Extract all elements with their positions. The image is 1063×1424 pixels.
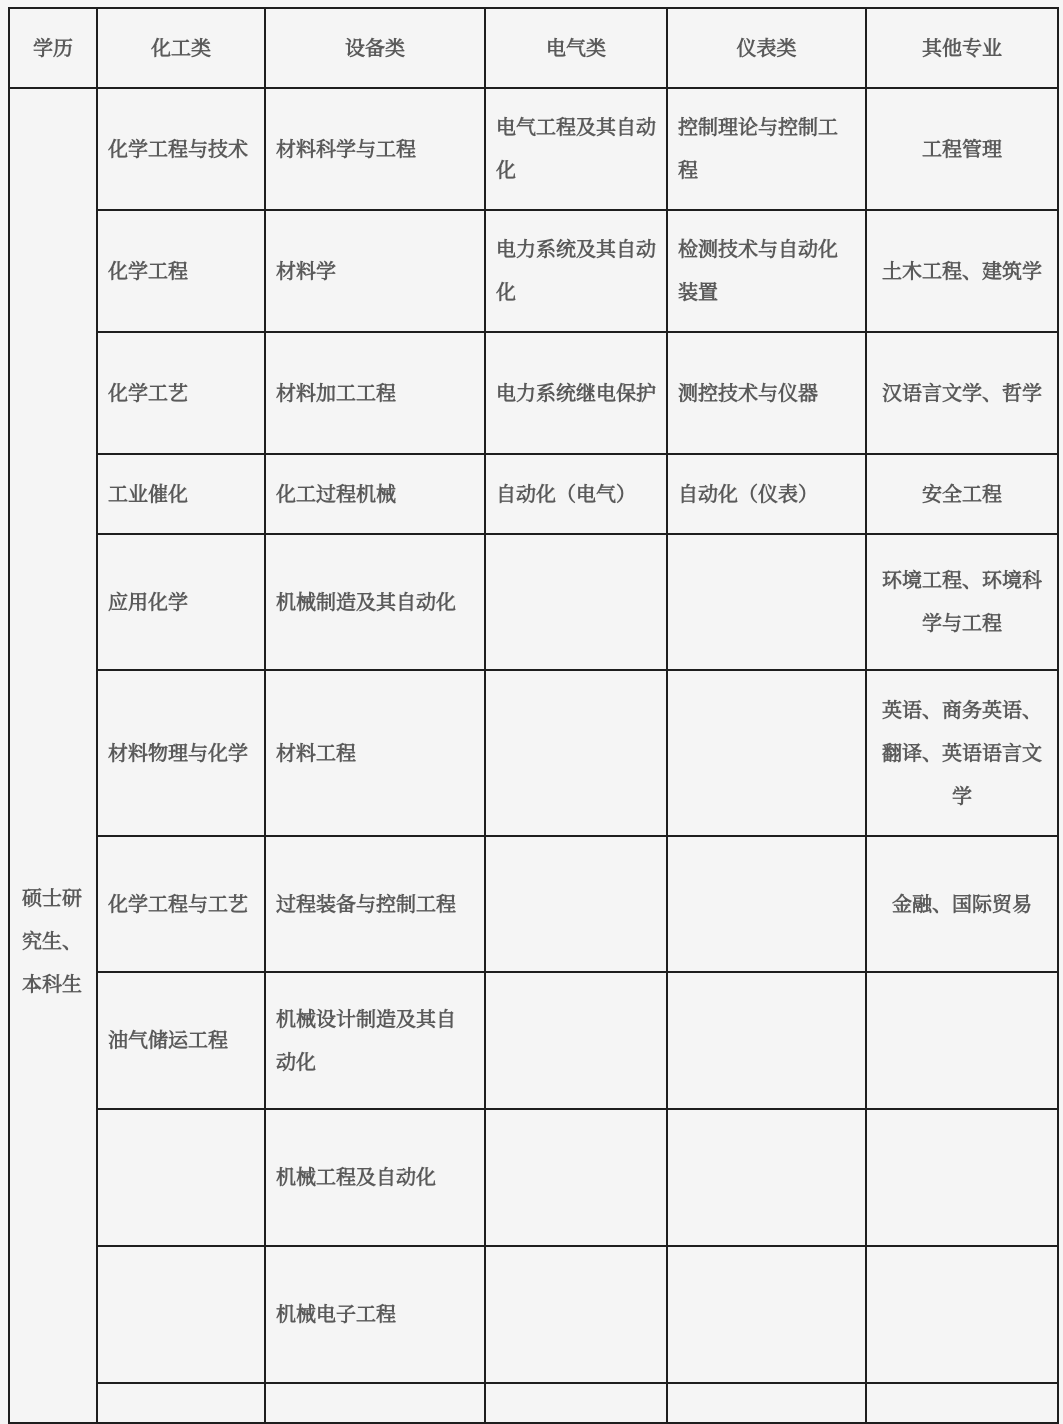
table-cell: 化学工程 bbox=[97, 210, 265, 332]
table-cell: 材料科学与工程 bbox=[265, 88, 485, 210]
table-cell: 控制理论与控制工程 bbox=[667, 88, 866, 210]
table-cell bbox=[667, 836, 866, 972]
table-cell bbox=[97, 1246, 265, 1383]
table-cell: 过程装备与控制工程 bbox=[265, 836, 485, 972]
table-cell: 英语、商务英语、翻译、英语语言文学 bbox=[866, 670, 1058, 836]
table-row bbox=[9, 332, 1058, 454]
table-cell bbox=[97, 1109, 265, 1246]
table-cell: 土木工程、建筑学 bbox=[866, 210, 1058, 332]
table-row bbox=[9, 1109, 1058, 1246]
table-cell bbox=[667, 534, 866, 670]
header-chemical: 化工类 bbox=[97, 8, 265, 88]
table-cell: 电气工程及其自动化 bbox=[485, 88, 667, 210]
table-cell bbox=[667, 1383, 866, 1423]
table-cell: 检测技术与自动化装置 bbox=[667, 210, 866, 332]
table-cell: 金融、国际贸易 bbox=[866, 836, 1058, 972]
table-row bbox=[9, 534, 1058, 670]
table-cell bbox=[667, 972, 866, 1109]
header-education: 学历 bbox=[9, 8, 97, 88]
table-row bbox=[9, 972, 1058, 1109]
table-row bbox=[9, 1246, 1058, 1383]
table-cell: 电力系统继电保护 bbox=[485, 332, 667, 454]
table-row bbox=[9, 88, 1058, 210]
table-cell bbox=[667, 1109, 866, 1246]
table-row bbox=[9, 670, 1058, 836]
table-cell bbox=[485, 1383, 667, 1423]
table-cell: 化学工艺 bbox=[97, 332, 265, 454]
education-cell: 硕士研究生、本科生 bbox=[9, 88, 97, 1423]
header-electrical: 电气类 bbox=[485, 8, 667, 88]
table-cell bbox=[866, 972, 1058, 1109]
table-cell: 机械工程及自动化 bbox=[265, 1109, 485, 1246]
table-cell: 化工过程机械 bbox=[265, 454, 485, 534]
table-cell bbox=[265, 1383, 485, 1423]
header-instrument: 仪表类 bbox=[667, 8, 866, 88]
table-cell: 材料加工工程 bbox=[265, 332, 485, 454]
table-cell: 应用化学 bbox=[97, 534, 265, 670]
header-other: 其他专业 bbox=[866, 8, 1058, 88]
table-cell: 自动化（电气） bbox=[485, 454, 667, 534]
table-cell bbox=[97, 1383, 265, 1423]
table-cell bbox=[485, 670, 667, 836]
table-cell bbox=[667, 670, 866, 836]
table-cell: 机械电子工程 bbox=[265, 1246, 485, 1383]
table-cell: 化学工程与工艺 bbox=[97, 836, 265, 972]
table-cell: 环境工程、环境科学与工程 bbox=[866, 534, 1058, 670]
table-cell bbox=[485, 972, 667, 1109]
table-cell: 自动化（仪表） bbox=[667, 454, 866, 534]
table-cell: 测控技术与仪器 bbox=[667, 332, 866, 454]
table-cell bbox=[485, 836, 667, 972]
table-cell: 机械制造及其自动化 bbox=[265, 534, 485, 670]
table-cell: 材料工程 bbox=[265, 670, 485, 836]
table-cell: 化学工程与技术 bbox=[97, 88, 265, 210]
header-row bbox=[9, 8, 1058, 88]
table-cell: 汉语言文学、哲学 bbox=[866, 332, 1058, 454]
table-cell: 工程管理 bbox=[866, 88, 1058, 210]
majors-table bbox=[8, 7, 1059, 1424]
table-cell bbox=[866, 1383, 1058, 1423]
table-cell bbox=[866, 1109, 1058, 1246]
table-row bbox=[9, 454, 1058, 534]
table-row bbox=[9, 836, 1058, 972]
table-cell bbox=[667, 1246, 866, 1383]
table-cell: 机械设计制造及其自动化 bbox=[265, 972, 485, 1109]
table-row-partial bbox=[9, 1383, 1058, 1423]
table-cell: 材料学 bbox=[265, 210, 485, 332]
header-equipment: 设备类 bbox=[265, 8, 485, 88]
table-cell: 油气储运工程 bbox=[97, 972, 265, 1109]
table-cell: 材料物理与化学 bbox=[97, 670, 265, 836]
table-cell bbox=[485, 534, 667, 670]
table-row bbox=[9, 210, 1058, 332]
table-cell bbox=[485, 1109, 667, 1246]
table-cell: 工业催化 bbox=[97, 454, 265, 534]
table-cell: 安全工程 bbox=[866, 454, 1058, 534]
table-cell bbox=[866, 1246, 1058, 1383]
table-cell bbox=[485, 1246, 667, 1383]
table-cell: 电力系统及其自动化 bbox=[485, 210, 667, 332]
